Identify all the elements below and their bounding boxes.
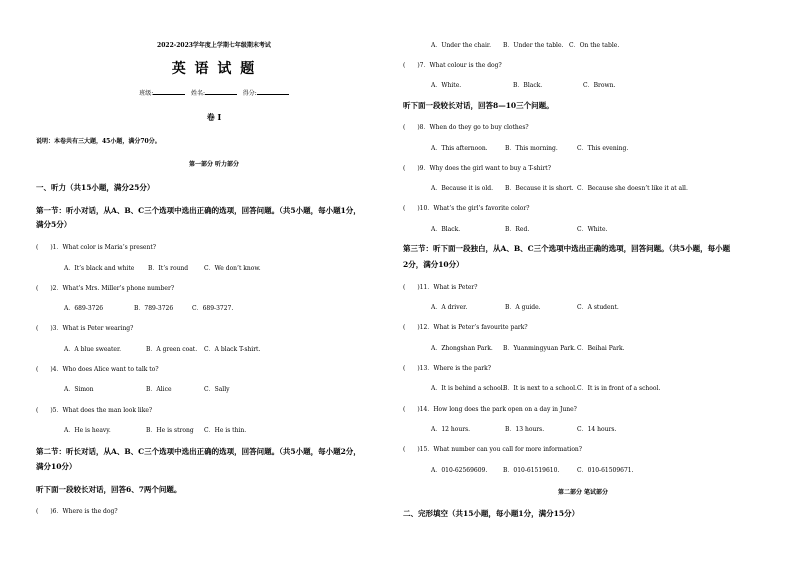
option-a[interactable]: A．A driver. (431, 304, 468, 311)
section3-instruction-line1: 第三节：听下面一段独白，从A、B、C三个选项中选出正确的选项，回答问题。（共5小题，每小题 (403, 244, 731, 253)
listen-6-7-instruction: 听下面一段较长对话，回答6、7两个问题。 (36, 485, 182, 494)
question-9 (403, 163, 551, 172)
subject-title: 英 语 试 题 (171, 61, 257, 77)
option-c[interactable]: C．Beihai Park. (577, 345, 625, 352)
option-c[interactable]: C．Because she doesn’t like it at all. (577, 185, 688, 192)
option-a[interactable]: A．010-62569609. (431, 467, 488, 474)
option-a[interactable]: A．A blue sweater. (64, 346, 122, 353)
question-12-options (431, 343, 625, 352)
class-blank[interactable] (153, 88, 185, 95)
question-4-options (64, 384, 230, 393)
answer-paren[interactable]: ( (403, 324, 406, 331)
answer-paren[interactable]: ( (403, 165, 406, 172)
option-a[interactable]: A．This afternoon. (431, 145, 488, 152)
option-b[interactable]: B．13 hours. (505, 426, 545, 433)
question-3-options (64, 344, 260, 353)
question-15-text: )15．What number can you call for more information? (417, 446, 583, 453)
option-b[interactable]: B．He is strong (146, 427, 194, 434)
option-a[interactable]: A．Under the chair. (431, 42, 491, 49)
question-3 (36, 323, 133, 332)
option-c[interactable]: C．Brown. (583, 82, 616, 89)
question-6-options (431, 40, 619, 49)
answer-paren[interactable]: ( (403, 62, 406, 69)
question-8-options (431, 143, 628, 152)
section2-instruction-line2: 满分10分） (36, 462, 77, 471)
question-7-text: )7．What colour is the dog? (417, 62, 502, 69)
option-b[interactable]: B．A guide. (505, 304, 541, 311)
question-2 (36, 283, 174, 292)
option-a[interactable]: A．Simon (64, 386, 94, 393)
option-c[interactable]: C．010-61509671. (577, 467, 634, 474)
option-c[interactable]: C．White. (577, 226, 608, 233)
answer-paren[interactable]: ( (403, 284, 406, 291)
option-c[interactable]: C．14 hours. (577, 426, 617, 433)
question-8 (403, 122, 529, 131)
name-label: 姓名: (190, 90, 206, 97)
option-a[interactable]: A．It’s black and white (64, 265, 135, 272)
option-a[interactable]: A．Black. (431, 226, 461, 233)
question-8-text: )8．When do they go to buy clothes? (417, 124, 529, 131)
option-b[interactable]: B．It is next to a school. (503, 385, 577, 392)
answer-paren[interactable]: ( (403, 406, 406, 413)
option-b[interactable]: B．010-61519610. (503, 467, 560, 474)
option-a[interactable]: A．Zhongshan Park. (431, 345, 493, 352)
option-c[interactable]: C．A student. (577, 304, 619, 311)
option-c[interactable]: C．It is in front of a school. (577, 385, 661, 392)
question-12 (403, 322, 528, 331)
question-2-options (64, 303, 233, 312)
option-c[interactable]: C．On the table. (569, 42, 620, 49)
question-1-options (64, 263, 261, 272)
question-6-text: )6．Where is the dog? (50, 508, 118, 515)
option-b[interactable]: B．Because it is short. (505, 185, 574, 192)
listen-8-10-instruction: 听下面一段较长对话，回答8—10三个问题。 (403, 101, 554, 110)
question-13-text: )13．Where is the park? (417, 365, 492, 372)
option-c[interactable]: C．He is thin. (204, 427, 247, 434)
answer-paren[interactable]: ( (36, 285, 39, 292)
option-a[interactable]: A．12 hours. (431, 426, 471, 433)
option-b[interactable]: B．A green coat. (146, 346, 198, 353)
question-13-options (431, 383, 660, 392)
question-11-text: )11．What is Peter? (417, 284, 478, 291)
question-4-text: )4．Who does Alice want to talk to? (50, 366, 159, 373)
question-10-options (431, 224, 607, 233)
answer-paren[interactable]: ( (36, 325, 39, 332)
option-b[interactable]: B．Red. (505, 226, 530, 233)
question-5 (36, 405, 152, 414)
option-b[interactable]: B．It’s round (148, 265, 189, 272)
question-10-text: )10．What’s the girl’s favorite color? (417, 205, 530, 212)
class-label: 班级: (139, 90, 154, 97)
name-blank[interactable] (205, 88, 237, 95)
option-b[interactable]: B．Under the table. (503, 42, 564, 49)
question-4 (36, 364, 159, 373)
question-10 (403, 203, 529, 212)
section2-instruction-line1: 第二节：听长对话，从A、B、C三个选项中选出正确的选项，回答问题。（共5小题，每小题2分， (36, 447, 361, 456)
option-b[interactable]: B．Yuanmingyuan Park. (503, 345, 576, 352)
part1-title: 第一部分 听力部分 (188, 161, 240, 168)
question-9-text: )9．Why does the girl want to buy a T-shirt? (417, 165, 551, 172)
question-15 (403, 444, 582, 453)
question-3-text: )3．What is Peter wearing? (50, 325, 134, 332)
option-b[interactable]: B．Black. (513, 82, 543, 89)
instructions: 说明：本卷共有三大题，45小题，满分70分。 (36, 138, 161, 145)
answer-paren[interactable]: ( (36, 407, 39, 414)
option-b[interactable]: B．This morning. (505, 145, 558, 152)
option-c[interactable]: C．Sally (204, 386, 230, 393)
answer-paren[interactable]: ( (36, 366, 39, 373)
section1-instruction-line2: 满分5分） (36, 220, 72, 229)
score-blank[interactable] (257, 88, 289, 95)
question-9-options (431, 183, 688, 192)
option-a[interactable]: A．White. (431, 82, 462, 89)
question-1 (36, 242, 156, 251)
question-13 (403, 363, 491, 372)
exam-header: 2022-2023学年度上学期七年级期末考试 (157, 42, 271, 49)
question-1-text: )1．What color is Maria’s present? (50, 244, 156, 251)
question-5-options (64, 425, 246, 434)
option-a[interactable]: A．689-3726 (64, 305, 104, 312)
section1-title: 一、听力（共15小题，满分25分） (36, 183, 155, 192)
answer-paren[interactable]: ( (403, 365, 406, 372)
part2-title: 第二部分 笔试部分 (557, 489, 609, 496)
question-2-text: )2．What’s Mrs. Miller’s phone number? (50, 285, 175, 292)
section1-instruction-line1: 第一节：听小对话，从A、B、C三个选项中选出正确的选项，回答问题。（共5小题，每小题1分， (36, 206, 361, 215)
option-c[interactable]: C．We don’t know. (204, 265, 261, 272)
question-14 (403, 404, 577, 413)
question-7-options (431, 80, 615, 89)
answer-paren[interactable]: ( (36, 244, 39, 251)
question-15-options (431, 465, 634, 474)
question-5-text: )5．What does the man look like? (50, 407, 153, 414)
answer-paren[interactable]: ( (403, 446, 406, 453)
student-info-row (36, 88, 392, 97)
score-label: 得分: (242, 90, 257, 97)
question-14-options (431, 424, 616, 433)
question-12-text: )12．What is Peter’s favourite park? (417, 324, 528, 331)
question-7 (403, 60, 502, 69)
option-c[interactable]: C．689-3727. (192, 305, 234, 312)
option-a[interactable]: A．Because it is old. (431, 185, 494, 192)
option-a[interactable]: A．He is heavy. (64, 427, 111, 434)
question-14-text: )14．How long does the park open on a day in June? (417, 406, 577, 413)
question-6 (36, 506, 118, 515)
section3-instruction-line2: 2分，满分10分） (403, 260, 464, 269)
question-11 (403, 282, 478, 291)
option-c[interactable]: C．A black T-shirt. (204, 346, 261, 353)
option-b[interactable]: B．Alice (146, 386, 172, 393)
answer-paren[interactable]: ( (36, 508, 39, 515)
section2-cloze-title: 二、完形填空（共15小题，每小题1分，满分15分） (403, 509, 580, 518)
question-11-options (431, 302, 619, 311)
option-c[interactable]: C．This evening. (577, 145, 629, 152)
option-a[interactable]: A．It is behind a school. (431, 385, 505, 392)
answer-paren[interactable]: ( (403, 124, 406, 131)
option-b[interactable]: B．789-3726 (134, 305, 174, 312)
volume-label: 卷 I (206, 112, 222, 122)
answer-paren[interactable]: ( (403, 205, 406, 212)
